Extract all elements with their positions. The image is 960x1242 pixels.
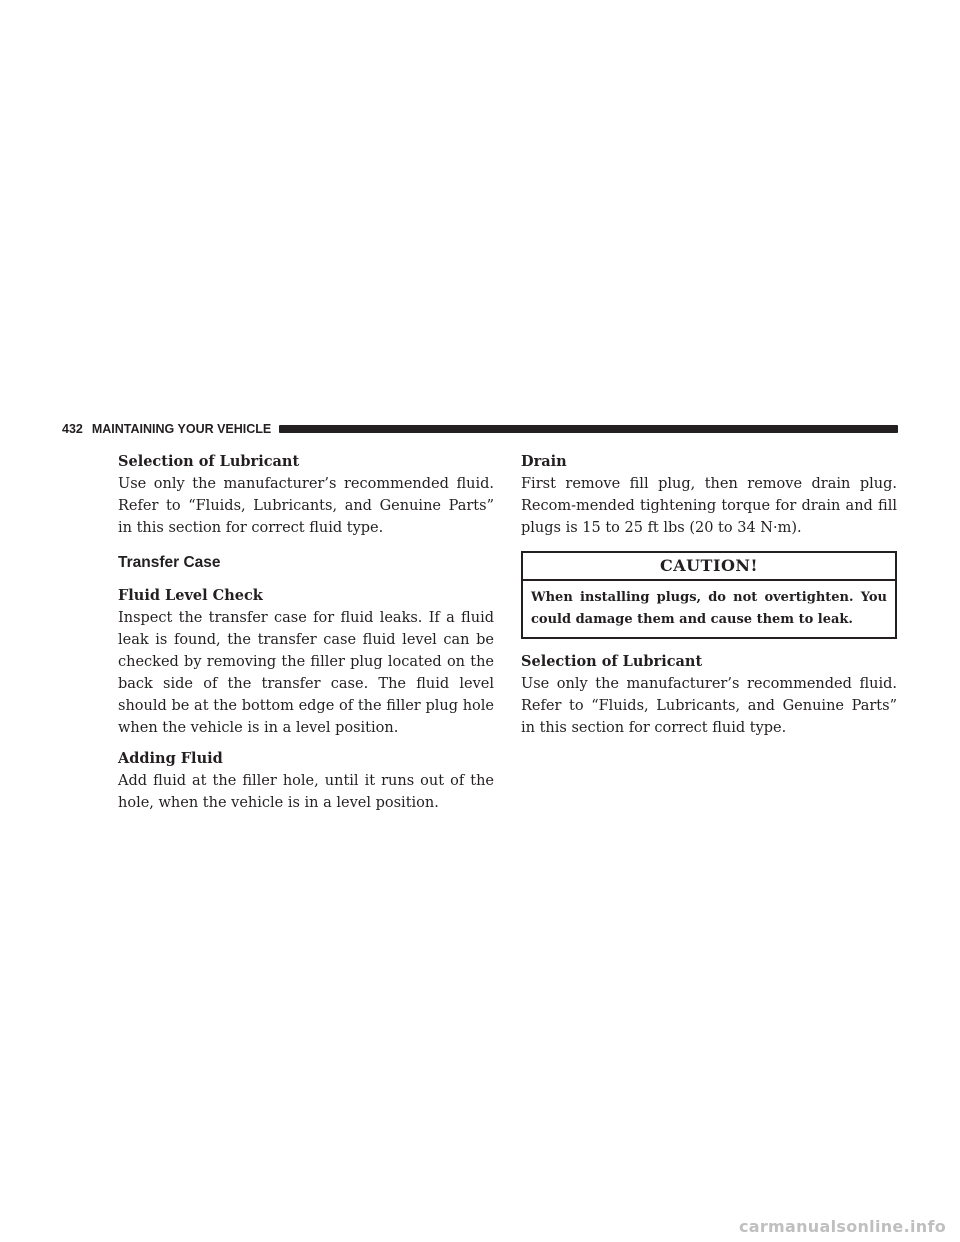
lubricant-heading-left: Selection of Lubricant xyxy=(118,453,300,470)
page-number: 432 xyxy=(62,422,83,436)
fluid-check-heading: Fluid Level Check xyxy=(118,587,263,604)
drain-heading: Drain xyxy=(521,453,567,470)
adding-fluid-text: Add fluid at the filler hole, until it runs out of the hole, when the vehicle is in a level position. xyxy=(118,773,494,811)
left-column xyxy=(118,451,494,823)
transfer-case-heading: Transfer Case xyxy=(118,554,221,571)
drain-text: First remove fill plug, then remove drain plug. Recom-mended tightening torque for drain and fill plugs is 15 to 25 ft lbs (20 to 34 N·m). xyxy=(521,476,897,536)
section-title: MAINTAINING YOUR VEHICLE xyxy=(91,422,272,436)
lubricant-text-right: Use only the manufacturer’s recommended fluid. Refer to “Fluids, Lubricants, and Genuine Parts” in this section for correct fluid type. xyxy=(521,676,897,736)
lubricant-text-left: Use only the manufacturer’s recommended fluid. Refer to “Fluids, Lubricants, and Genuine Parts” in this section for correct fluid type. xyxy=(118,476,494,536)
fluid-check-text: Inspect the transfer case for fluid leaks. If a fluid leak is found, the transfer case fluid level can be checked by removing the filler plug located on the back side of the transfer case. The fluid level should be at the bottom edge of the filler plug hole when the vehicle is in a level position. xyxy=(118,610,494,736)
header-rule xyxy=(279,425,898,433)
caution-box xyxy=(521,551,897,639)
caution-title: CAUTION! xyxy=(523,553,895,581)
right-column xyxy=(521,451,897,748)
page-header xyxy=(62,421,898,437)
caution-text: When installing plugs, do not overtighten. You could damage them and cause them to leak. xyxy=(531,590,887,627)
adding-fluid-heading: Adding Fluid xyxy=(118,750,223,767)
lubricant-heading-right: Selection of Lubricant xyxy=(521,653,703,670)
watermark: carmanualsonline.info xyxy=(738,1217,946,1236)
